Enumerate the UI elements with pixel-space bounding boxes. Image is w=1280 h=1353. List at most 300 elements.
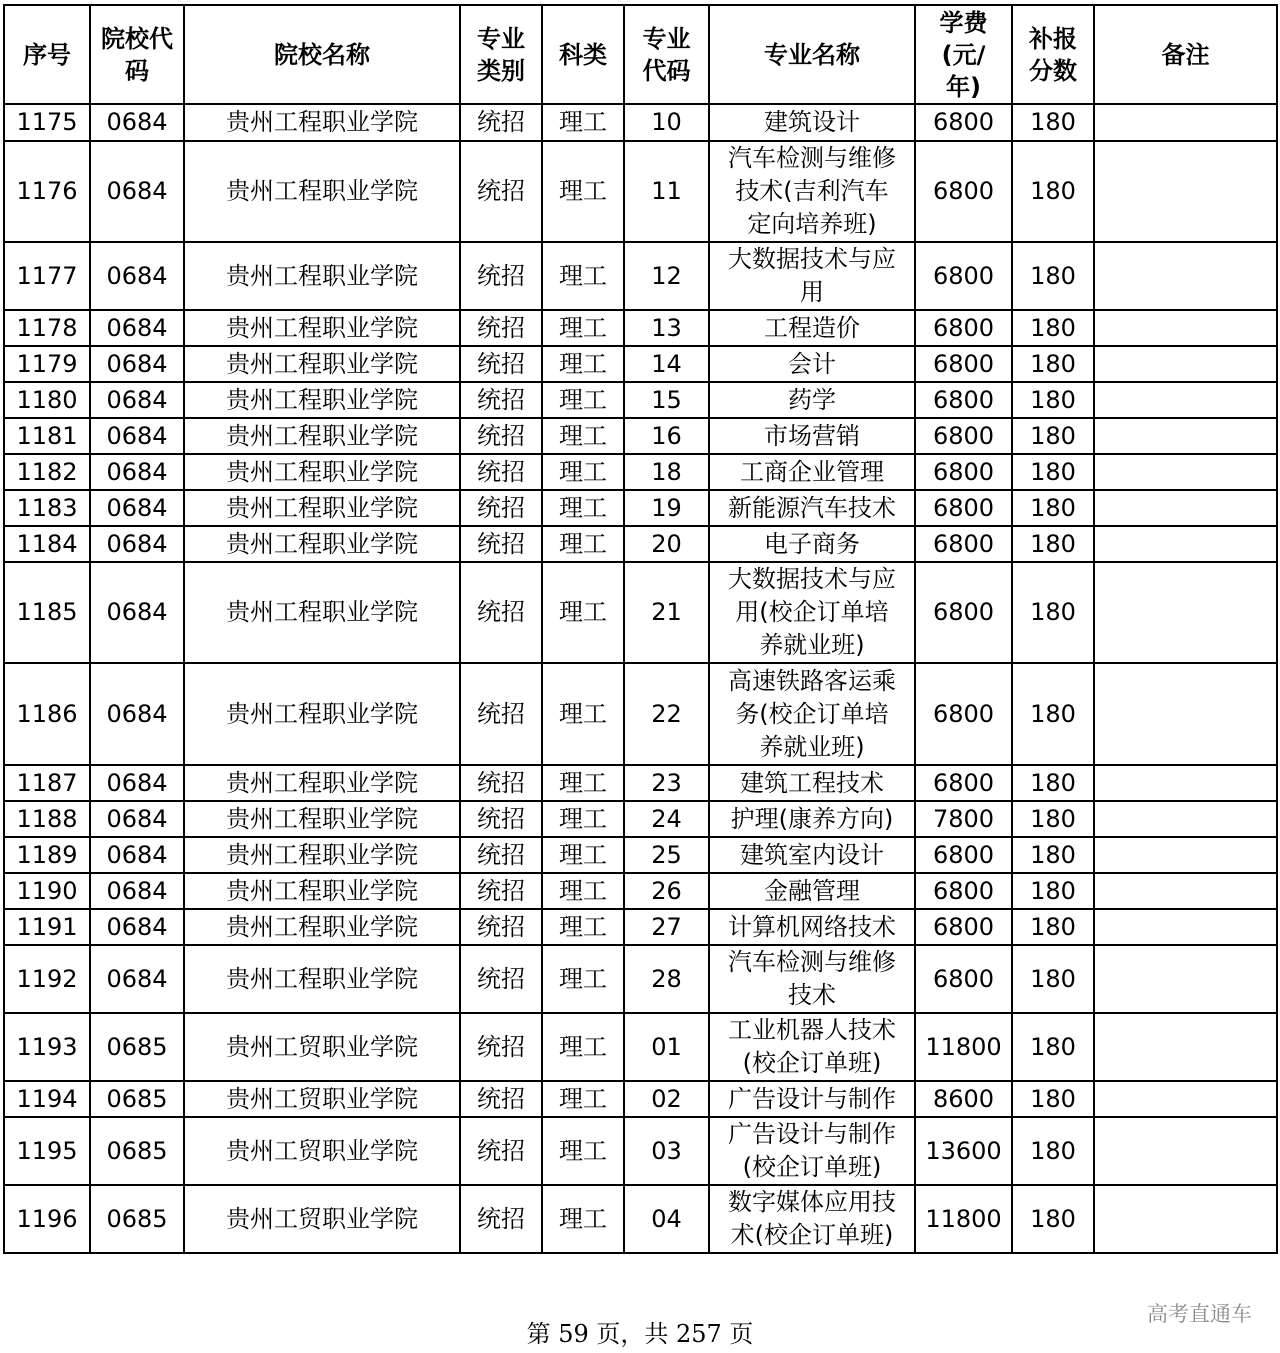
cell-fee: 6800 bbox=[915, 945, 1012, 1013]
cell-seq: 1195 bbox=[4, 1117, 90, 1185]
cell-subject: 理工 bbox=[542, 945, 624, 1013]
cell-seq: 1178 bbox=[4, 310, 90, 346]
cell-score: 180 bbox=[1012, 526, 1094, 562]
cell-major-lines bbox=[709, 382, 915, 418]
cell-school-code: 0684 bbox=[90, 310, 184, 346]
cell-category: 统招 bbox=[460, 909, 542, 945]
cell-seq: 1181 bbox=[4, 418, 90, 454]
cell-major-lines bbox=[709, 141, 915, 242]
cell-category: 统招 bbox=[460, 490, 542, 526]
major-name-line: 用 bbox=[800, 278, 824, 306]
table-row bbox=[4, 1185, 1277, 1253]
cell-fee: 6800 bbox=[915, 382, 1012, 418]
cell-school-name: 贵州工贸职业学院 bbox=[184, 1185, 460, 1253]
cell-fee: 6800 bbox=[915, 765, 1012, 801]
cell-major-code: 10 bbox=[624, 104, 709, 141]
cell-major-code: 19 bbox=[624, 490, 709, 526]
cell-category: 统招 bbox=[460, 837, 542, 873]
major-name-line: 工商企业管理 bbox=[740, 457, 884, 486]
major-name-line: 市场营销 bbox=[764, 421, 860, 450]
header-line: (元/ bbox=[941, 40, 986, 69]
header-cell bbox=[915, 5, 1012, 104]
cell-seq: 1177 bbox=[4, 242, 90, 310]
cell-score: 180 bbox=[1012, 1081, 1094, 1117]
major-name-line: (校企订单班) bbox=[742, 1153, 882, 1181]
cell-score: 180 bbox=[1012, 1013, 1094, 1081]
major-name-line: 技术 bbox=[788, 981, 836, 1009]
header-line: 年) bbox=[946, 72, 981, 101]
cell-school-name: 贵州工贸职业学院 bbox=[184, 1013, 460, 1081]
cell-score: 180 bbox=[1012, 765, 1094, 801]
cell-major-lines bbox=[709, 104, 915, 141]
cell-school-code: 0684 bbox=[90, 382, 184, 418]
cell-school-name: 贵州工程职业学院 bbox=[184, 418, 460, 454]
major-name-line: 建筑设计 bbox=[764, 108, 860, 136]
cell-major-lines bbox=[709, 765, 915, 801]
cell-major-lines bbox=[709, 1081, 915, 1117]
cell-seq: 1176 bbox=[4, 141, 90, 242]
cell-major-code: 11 bbox=[624, 141, 709, 242]
cell-major-code: 26 bbox=[624, 873, 709, 909]
admission-table bbox=[3, 4, 1278, 1254]
cell-category: 统招 bbox=[460, 945, 542, 1013]
major-name-line: 建筑工程技术 bbox=[740, 768, 884, 797]
header-line: 院校代 bbox=[101, 24, 173, 53]
cell-school-code: 0684 bbox=[90, 663, 184, 765]
major-name-line: 工业机器人技术 bbox=[728, 1016, 896, 1044]
cell-major-lines bbox=[709, 1185, 915, 1253]
cell-score: 180 bbox=[1012, 141, 1094, 242]
header-line: 序号 bbox=[23, 40, 71, 69]
cell-note bbox=[1094, 663, 1277, 765]
cell-school-code: 0685 bbox=[90, 1081, 184, 1117]
cell-category: 统招 bbox=[460, 418, 542, 454]
cell-note bbox=[1094, 945, 1277, 1013]
cell-fee: 6800 bbox=[915, 418, 1012, 454]
table-row bbox=[4, 418, 1277, 454]
cell-category: 统招 bbox=[460, 1013, 542, 1081]
major-name-line: 养就业班) bbox=[759, 732, 865, 761]
table-row bbox=[4, 141, 1277, 242]
cell-fee: 6800 bbox=[915, 562, 1012, 663]
cell-note bbox=[1094, 242, 1277, 310]
cell-subject: 理工 bbox=[542, 141, 624, 242]
cell-score: 180 bbox=[1012, 418, 1094, 454]
major-name-line: 药学 bbox=[788, 385, 836, 414]
header-line: 码 bbox=[125, 56, 149, 85]
cell-school-code: 0685 bbox=[90, 1117, 184, 1185]
cell-school-name: 贵州工程职业学院 bbox=[184, 562, 460, 663]
table-row bbox=[4, 1013, 1277, 1081]
major-name-line: 技术(吉利汽车 bbox=[735, 177, 889, 205]
cell-school-name: 贵州工程职业学院 bbox=[184, 242, 460, 310]
cell-note bbox=[1094, 418, 1277, 454]
cell-score: 180 bbox=[1012, 801, 1094, 837]
cell-subject: 理工 bbox=[542, 382, 624, 418]
cell-school-name: 贵州工程职业学院 bbox=[184, 346, 460, 382]
cell-subject: 理工 bbox=[542, 526, 624, 562]
cell-subject: 理工 bbox=[542, 454, 624, 490]
major-name-line: 建筑室内设计 bbox=[740, 840, 884, 869]
major-name-line: 计算机网络技术 bbox=[728, 912, 896, 941]
cell-school-code: 0684 bbox=[90, 454, 184, 490]
cell-score: 180 bbox=[1012, 382, 1094, 418]
table-header-row bbox=[4, 5, 1277, 104]
cell-score: 180 bbox=[1012, 104, 1094, 141]
table-row bbox=[4, 1081, 1277, 1117]
cell-major-lines bbox=[709, 454, 915, 490]
cell-note bbox=[1094, 1185, 1277, 1253]
cell-score: 180 bbox=[1012, 1185, 1094, 1253]
cell-subject: 理工 bbox=[542, 909, 624, 945]
cell-note bbox=[1094, 837, 1277, 873]
header-cell bbox=[1012, 5, 1094, 104]
cell-school-code: 0684 bbox=[90, 490, 184, 526]
table-row bbox=[4, 104, 1277, 141]
cell-school-code: 0685 bbox=[90, 1013, 184, 1081]
cell-school-name: 贵州工程职业学院 bbox=[184, 801, 460, 837]
major-name-line: 汽车检测与维修 bbox=[728, 144, 896, 172]
table-row bbox=[4, 526, 1277, 562]
header-line: 备注 bbox=[1161, 40, 1210, 69]
cell-school-code: 0684 bbox=[90, 104, 184, 141]
cell-fee: 13600 bbox=[915, 1117, 1012, 1185]
table-row bbox=[4, 801, 1277, 837]
cell-major-lines bbox=[709, 526, 915, 562]
cell-school-code: 0684 bbox=[90, 526, 184, 562]
major-name-line: 新能源汽车技术 bbox=[728, 493, 896, 522]
header-line: 专业 bbox=[477, 24, 525, 53]
cell-note bbox=[1094, 490, 1277, 526]
cell-major-lines bbox=[709, 909, 915, 945]
cell-note bbox=[1094, 104, 1277, 141]
major-name-line: 用(校企订单培 bbox=[735, 598, 889, 626]
header-line: 院校名称 bbox=[274, 40, 370, 69]
cell-school-code: 0684 bbox=[90, 418, 184, 454]
major-name-line: 大数据技术与应 bbox=[728, 245, 896, 273]
major-name-line: 会计 bbox=[788, 349, 836, 378]
cell-subject: 理工 bbox=[542, 418, 624, 454]
header-cell bbox=[184, 5, 460, 104]
cell-subject: 理工 bbox=[542, 801, 624, 837]
cell-category: 统招 bbox=[460, 382, 542, 418]
header-cell bbox=[460, 5, 542, 104]
table-row bbox=[4, 346, 1277, 382]
cell-note bbox=[1094, 454, 1277, 490]
cell-seq: 1179 bbox=[4, 346, 90, 382]
cell-fee: 6800 bbox=[915, 837, 1012, 873]
watermark-text: 高考直通车 bbox=[1147, 1302, 1252, 1326]
cell-subject: 理工 bbox=[542, 663, 624, 765]
cell-school-name: 贵州工程职业学院 bbox=[184, 765, 460, 801]
table-row bbox=[4, 909, 1277, 945]
cell-seq: 1175 bbox=[4, 104, 90, 141]
table-row bbox=[4, 765, 1277, 801]
cell-score: 180 bbox=[1012, 454, 1094, 490]
cell-category: 统招 bbox=[460, 1117, 542, 1185]
major-name-line: 术(校企订单班) bbox=[730, 1221, 894, 1249]
table-row bbox=[4, 837, 1277, 873]
cell-note bbox=[1094, 382, 1277, 418]
major-name-line: 金融管理 bbox=[764, 876, 860, 905]
cell-seq: 1189 bbox=[4, 837, 90, 873]
cell-subject: 理工 bbox=[542, 1117, 624, 1185]
cell-note bbox=[1094, 873, 1277, 909]
cell-note bbox=[1094, 310, 1277, 346]
header-cell bbox=[1094, 5, 1277, 104]
cell-score: 180 bbox=[1012, 490, 1094, 526]
cell-note bbox=[1094, 346, 1277, 382]
cell-seq: 1187 bbox=[4, 765, 90, 801]
cell-subject: 理工 bbox=[542, 1185, 624, 1253]
cell-school-code: 0684 bbox=[90, 346, 184, 382]
cell-seq: 1184 bbox=[4, 526, 90, 562]
major-name-line: 工程造价 bbox=[764, 313, 860, 342]
cell-fee: 6800 bbox=[915, 873, 1012, 909]
cell-fee: 6800 bbox=[915, 310, 1012, 346]
cell-major-lines bbox=[709, 562, 915, 663]
cell-school-name: 贵州工程职业学院 bbox=[184, 310, 460, 346]
major-name-line: 护理(康养方向) bbox=[730, 804, 894, 833]
table-row bbox=[4, 562, 1277, 663]
cell-seq: 1194 bbox=[4, 1081, 90, 1117]
cell-subject: 理工 bbox=[542, 1013, 624, 1081]
cell-score: 180 bbox=[1012, 837, 1094, 873]
cell-subject: 理工 bbox=[542, 873, 624, 909]
cell-major-lines bbox=[709, 310, 915, 346]
cell-major-lines bbox=[709, 873, 915, 909]
cell-category: 统招 bbox=[460, 1081, 542, 1117]
cell-note bbox=[1094, 562, 1277, 663]
cell-subject: 理工 bbox=[542, 104, 624, 141]
cell-major-code: 14 bbox=[624, 346, 709, 382]
cell-seq: 1182 bbox=[4, 454, 90, 490]
cell-school-name: 贵州工程职业学院 bbox=[184, 663, 460, 765]
cell-category: 统招 bbox=[460, 346, 542, 382]
header-cell bbox=[90, 5, 184, 104]
table-row bbox=[4, 873, 1277, 909]
cell-major-code: 22 bbox=[624, 663, 709, 765]
cell-major-lines bbox=[709, 1013, 915, 1081]
cell-school-name: 贵州工程职业学院 bbox=[184, 526, 460, 562]
cell-subject: 理工 bbox=[542, 490, 624, 526]
major-name-line: 高速铁路客运乘 bbox=[728, 666, 896, 695]
cell-seq: 1188 bbox=[4, 801, 90, 837]
cell-score: 180 bbox=[1012, 909, 1094, 945]
cell-seq: 1183 bbox=[4, 490, 90, 526]
cell-major-lines bbox=[709, 801, 915, 837]
cell-major-code: 02 bbox=[624, 1081, 709, 1117]
major-name-line: 广告设计与制作 bbox=[728, 1084, 896, 1113]
cell-note bbox=[1094, 801, 1277, 837]
cell-score: 180 bbox=[1012, 242, 1094, 310]
cell-school-code: 0684 bbox=[90, 945, 184, 1013]
cell-subject: 理工 bbox=[542, 1081, 624, 1117]
cell-category: 统招 bbox=[460, 765, 542, 801]
cell-major-lines bbox=[709, 418, 915, 454]
cell-fee: 11800 bbox=[915, 1185, 1012, 1253]
cell-school-name: 贵州工程职业学院 bbox=[184, 873, 460, 909]
cell-school-code: 0684 bbox=[90, 141, 184, 242]
cell-school-code: 0684 bbox=[90, 765, 184, 801]
cell-score: 180 bbox=[1012, 562, 1094, 663]
table-row bbox=[4, 242, 1277, 310]
cell-subject: 理工 bbox=[542, 562, 624, 663]
cell-subject: 理工 bbox=[542, 346, 624, 382]
cell-school-name: 贵州工程职业学院 bbox=[184, 837, 460, 873]
cell-major-lines bbox=[709, 837, 915, 873]
cell-major-lines bbox=[709, 663, 915, 765]
table-row bbox=[4, 382, 1277, 418]
cell-note bbox=[1094, 141, 1277, 242]
header-line: 学费 bbox=[939, 8, 988, 37]
cell-note bbox=[1094, 1013, 1277, 1081]
cell-subject: 理工 bbox=[542, 310, 624, 346]
table-row bbox=[4, 310, 1277, 346]
cell-category: 统招 bbox=[460, 454, 542, 490]
cell-fee: 6800 bbox=[915, 242, 1012, 310]
cell-school-name: 贵州工贸职业学院 bbox=[184, 1117, 460, 1185]
table-row bbox=[4, 663, 1277, 765]
cell-score: 180 bbox=[1012, 346, 1094, 382]
cell-score: 180 bbox=[1012, 663, 1094, 765]
cell-seq: 1180 bbox=[4, 382, 90, 418]
cell-seq: 1190 bbox=[4, 873, 90, 909]
cell-school-code: 0684 bbox=[90, 242, 184, 310]
cell-score: 180 bbox=[1012, 945, 1094, 1013]
cell-seq: 1192 bbox=[4, 945, 90, 1013]
header-line: 专业 bbox=[642, 24, 691, 53]
cell-seq: 1186 bbox=[4, 663, 90, 765]
cell-major-lines bbox=[709, 490, 915, 526]
table-row bbox=[4, 1117, 1277, 1185]
cell-fee: 6800 bbox=[915, 141, 1012, 242]
cell-fee: 6800 bbox=[915, 526, 1012, 562]
cell-fee: 6800 bbox=[915, 909, 1012, 945]
cell-note bbox=[1094, 1117, 1277, 1185]
cell-fee: 6800 bbox=[915, 454, 1012, 490]
cell-school-name: 贵州工贸职业学院 bbox=[184, 1081, 460, 1117]
cell-seq: 1196 bbox=[4, 1185, 90, 1253]
cell-school-code: 0684 bbox=[90, 837, 184, 873]
cell-major-code: 28 bbox=[624, 945, 709, 1013]
cell-fee: 6800 bbox=[915, 490, 1012, 526]
cell-category: 统招 bbox=[460, 104, 542, 141]
header-line: 补报 bbox=[1029, 24, 1077, 53]
cell-fee: 11800 bbox=[915, 1013, 1012, 1081]
page-footer: 第 59 页，共 257 页 bbox=[526, 1320, 754, 1348]
cell-school-name: 贵州工程职业学院 bbox=[184, 104, 460, 141]
major-name-line: 数字媒体应用技 bbox=[728, 1188, 896, 1216]
major-name-line: 务(校企订单培 bbox=[735, 699, 889, 728]
cell-category: 统招 bbox=[460, 873, 542, 909]
cell-note bbox=[1094, 1081, 1277, 1117]
cell-major-lines bbox=[709, 945, 915, 1013]
cell-category: 统招 bbox=[460, 141, 542, 242]
cell-major-code: 20 bbox=[624, 526, 709, 562]
cell-category: 统招 bbox=[460, 562, 542, 663]
cell-seq: 1191 bbox=[4, 909, 90, 945]
cell-fee: 6800 bbox=[915, 663, 1012, 765]
cell-seq: 1193 bbox=[4, 1013, 90, 1081]
cell-major-code: 16 bbox=[624, 418, 709, 454]
major-name-line: 养就业班) bbox=[759, 631, 865, 659]
cell-major-code: 23 bbox=[624, 765, 709, 801]
cell-fee: 7800 bbox=[915, 801, 1012, 837]
cell-major-code: 04 bbox=[624, 1185, 709, 1253]
table-body bbox=[4, 104, 1277, 1253]
cell-major-code: 25 bbox=[624, 837, 709, 873]
cell-major-code: 15 bbox=[624, 382, 709, 418]
cell-category: 统招 bbox=[460, 663, 542, 765]
cell-seq: 1185 bbox=[4, 562, 90, 663]
major-name-line: 大数据技术与应 bbox=[728, 565, 896, 593]
cell-major-lines bbox=[709, 1117, 915, 1185]
header-cell bbox=[709, 5, 915, 104]
cell-category: 统招 bbox=[460, 801, 542, 837]
header-line: 专业名称 bbox=[764, 40, 860, 69]
cell-major-code: 13 bbox=[624, 310, 709, 346]
cell-school-name: 贵州工程职业学院 bbox=[184, 141, 460, 242]
major-name-line: 电子商务 bbox=[764, 529, 860, 558]
cell-fee: 8600 bbox=[915, 1081, 1012, 1117]
cell-school-code: 0684 bbox=[90, 562, 184, 663]
cell-school-name: 贵州工程职业学院 bbox=[184, 945, 460, 1013]
cell-fee: 6800 bbox=[915, 104, 1012, 141]
cell-category: 统招 bbox=[460, 242, 542, 310]
table-row bbox=[4, 490, 1277, 526]
major-name-line: 广告设计与制作 bbox=[728, 1120, 896, 1148]
header-cell bbox=[624, 5, 709, 104]
cell-school-code: 0684 bbox=[90, 801, 184, 837]
cell-school-name: 贵州工程职业学院 bbox=[184, 909, 460, 945]
cell-note bbox=[1094, 765, 1277, 801]
cell-score: 180 bbox=[1012, 310, 1094, 346]
cell-major-lines bbox=[709, 242, 915, 310]
cell-major-code: 27 bbox=[624, 909, 709, 945]
header-line: 科类 bbox=[559, 40, 607, 69]
cell-subject: 理工 bbox=[542, 837, 624, 873]
cell-school-code: 0684 bbox=[90, 909, 184, 945]
header-cell bbox=[4, 5, 90, 104]
header-cell bbox=[542, 5, 624, 104]
cell-score: 180 bbox=[1012, 873, 1094, 909]
cell-score: 180 bbox=[1012, 1117, 1094, 1185]
table-row bbox=[4, 945, 1277, 1013]
cell-school-code: 0685 bbox=[90, 1185, 184, 1253]
cell-major-code: 24 bbox=[624, 801, 709, 837]
cell-school-name: 贵州工程职业学院 bbox=[184, 490, 460, 526]
cell-subject: 理工 bbox=[542, 242, 624, 310]
cell-category: 统招 bbox=[460, 310, 542, 346]
major-name-line: (校企订单班) bbox=[742, 1049, 882, 1077]
header-line: 分数 bbox=[1029, 56, 1077, 85]
cell-major-code: 12 bbox=[624, 242, 709, 310]
cell-category: 统招 bbox=[460, 1185, 542, 1253]
cell-category: 统招 bbox=[460, 526, 542, 562]
cell-major-code: 18 bbox=[624, 454, 709, 490]
major-name-line: 定向培养班) bbox=[747, 210, 877, 238]
cell-note bbox=[1094, 909, 1277, 945]
header-line: 代码 bbox=[642, 56, 691, 85]
cell-school-code: 0684 bbox=[90, 873, 184, 909]
cell-school-name: 贵州工程职业学院 bbox=[184, 382, 460, 418]
table-row bbox=[4, 454, 1277, 490]
cell-major-code: 01 bbox=[624, 1013, 709, 1081]
cell-note bbox=[1094, 526, 1277, 562]
cell-major-code: 21 bbox=[624, 562, 709, 663]
major-name-line: 汽车检测与维修 bbox=[728, 948, 896, 976]
